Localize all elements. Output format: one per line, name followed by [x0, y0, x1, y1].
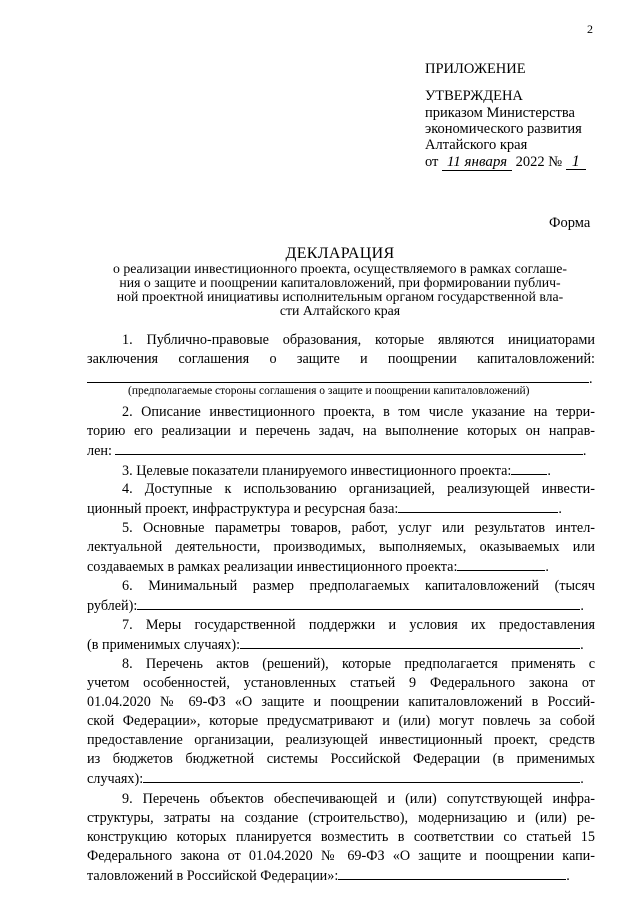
item-3-text: 3. Целевые показатели планируемого инвестиционного проекта: [122, 463, 512, 479]
item-5-line: 5. Основные параметры товаров, работ, услуг или результатов интел- [122, 520, 595, 536]
item-8-line [87, 769, 595, 788]
period: . [566, 868, 570, 884]
item-9-line: конструкцию которых планируется возместить в соответствии со статьей 15 [87, 829, 595, 845]
item-5-line [87, 557, 595, 576]
approval-line: приказом Министерства [425, 105, 575, 121]
item-8-text: случаях): [87, 771, 144, 787]
item-2-line [87, 441, 595, 460]
item-4-line: 4. Доступные к использованию организацией, реализующей инвести- [122, 481, 595, 497]
item-3-line [122, 461, 595, 480]
fill-line [457, 557, 545, 571]
fill-line [143, 769, 580, 783]
fill-line [115, 441, 583, 455]
subtitle-line: о реализации инвестиционного проекта, осуществляемого в рамках соглаше- [113, 261, 567, 276]
handwritten-number: 1 [566, 154, 586, 170]
item-6-line [87, 596, 595, 615]
fill-line [398, 499, 558, 513]
item-2-line: торию его реализации и перечень задач, на выполнение которых он направ- [87, 423, 595, 439]
item-1-line: 1. Публично-правовые образования, которые являются инициаторами [122, 332, 595, 348]
item-7-text: (в применимых случаях): [87, 637, 241, 653]
item-5-text: создаваемых в рамках реализации инвестиционного проекта: [87, 559, 458, 575]
fill-line [240, 635, 580, 649]
item-4-text: ционный проект, инфраструктура и ресурсная база: [87, 501, 399, 517]
date-prefix: от [425, 154, 439, 170]
year-number: 2022 № [515, 154, 563, 170]
item-2-line: 2. Описание инвестиционного проекта, в том числе указание на терри- [122, 404, 595, 420]
fill-line [511, 461, 547, 475]
form-label: Форма [549, 215, 591, 231]
subtitle-line: ной проектной инициативы исполнительным органом государственной вла- [116, 289, 564, 304]
document-subtitle [70, 262, 610, 318]
period: . [582, 443, 587, 459]
document-title: ДЕКЛАРАЦИЯ [285, 245, 395, 262]
item-8-line: учетом особенностей, установленных статьей 9 Федерального закона от [87, 675, 595, 691]
period: . [589, 371, 593, 387]
fill-line [137, 596, 580, 610]
approved-label: УТВЕРЖДЕНА [425, 88, 523, 104]
item-4-line [87, 499, 595, 518]
item-8-line: 01.04.2020 № 69-ФЗ «О защите и поощрении капиталовложений в Россий- [87, 694, 595, 710]
item-9-line: 9. Перечень объектов обеспечивающей и (или) сопутствующей инфра- [122, 791, 595, 807]
item-9-line [87, 866, 595, 885]
item-7-line: 7. Меры государственной поддержки и условия их предоставления [122, 617, 595, 633]
period: . [547, 463, 551, 479]
approval-line: Алтайского края [425, 137, 528, 153]
item-1-line: заключения соглашения о защите и поощрении капиталовложений: [87, 351, 595, 367]
item-7-line [87, 635, 595, 654]
period: . [580, 637, 584, 653]
period: . [580, 771, 584, 787]
item-8-line: ской Федерации», которые предусматривают и (или) могут повлечь за собой [87, 713, 595, 729]
approval-date [425, 153, 586, 171]
approval-block [425, 60, 586, 171]
item-9-line: Федерального закона от 01.04.2020 № 69-ФЗ «О защите и поощрении капи- [87, 848, 595, 864]
item-6-line: 6. Минимальный размер предполагаемых капиталовложений (тысяч [122, 578, 595, 594]
period: . [545, 559, 549, 575]
fill-line [338, 866, 566, 880]
period: . [580, 598, 584, 614]
item-8-line: из бюджетов бюджетной системы Российской Федерации (в применимых [87, 751, 595, 767]
item-8-line: 8. Перечень актов (решений), которые предполагается применять с [122, 656, 595, 672]
subtitle-line: сти Алтайского края [279, 303, 401, 318]
subtitle-line: ния о защите и поощрении капиталовложений, при формировании публич- [119, 275, 561, 290]
period: . [558, 501, 562, 517]
item-2-text: лен: [87, 443, 112, 459]
approval-line: экономического развития [425, 121, 582, 137]
item-1-note: (предполагаемые стороны соглашения о защите и поощрении капиталовложений) [128, 385, 530, 397]
appendix-label: ПРИЛОЖЕНИЕ [425, 61, 526, 77]
page-number: 2 [587, 22, 593, 36]
item-8-line: предоставление организации, реализующей инвестиционный проект, средств [87, 732, 595, 748]
item-5-line: лектуальной деятельности, производимых, выполняемых, оказываемых или [87, 539, 595, 555]
handwritten-date: 11 января [442, 155, 512, 171]
item-9-text: таловложений в Российской Федерации»: [87, 868, 339, 884]
item-6-text: рублей): [87, 598, 138, 614]
fill-line [87, 369, 589, 383]
item-9-line: структуры, затраты на создание (строительство), модернизацию и (или) ре- [87, 810, 595, 826]
